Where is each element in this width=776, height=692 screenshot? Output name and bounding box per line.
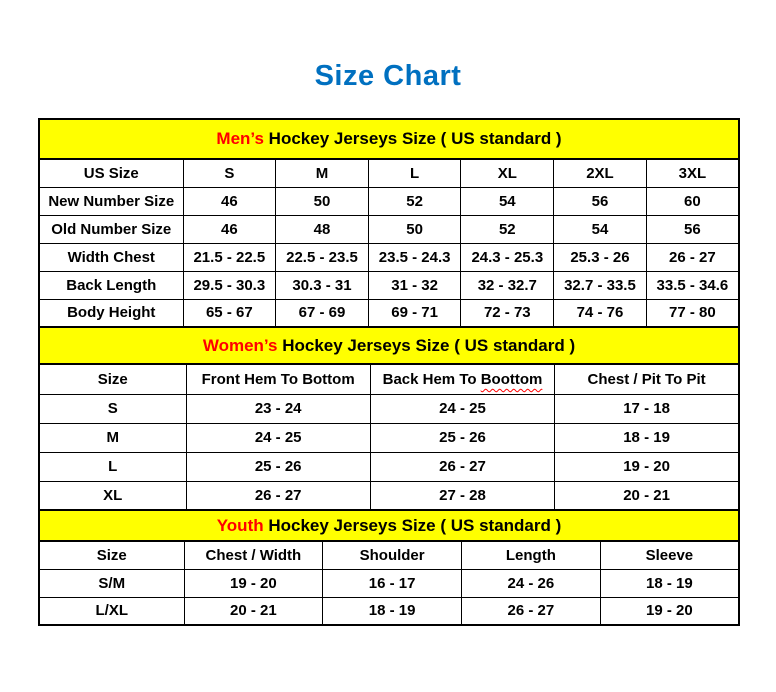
womens-section-header-row [39,327,739,364]
row-label: New Number Size [39,187,183,215]
size-value-cell: 23 - 24 [186,394,370,423]
table-row [39,394,739,423]
size-value-cell: 48 [276,215,369,243]
size-value-cell: 25 - 26 [370,423,554,452]
size-value-cell: 31 - 32 [368,271,461,299]
womens-section-header [39,327,739,364]
womens-header-highlight: Women’s [202,335,278,355]
row-label: L/XL [39,597,184,625]
size-value-cell: 18 - 19 [600,569,739,597]
mens-header-highlight: Men’s [216,129,264,148]
mens-size-table [38,118,740,328]
misspelled-word: Boottom [480,370,543,388]
row-label: S [39,394,186,423]
size-value-cell: 50 [276,187,369,215]
size-chart [38,118,740,626]
size-value-cell: 26 - 27 [462,597,601,625]
table-row [39,569,739,597]
size-value-cell: 46 [183,187,276,215]
row-label: S/M [39,569,184,597]
size-value-cell: 26 - 27 [646,243,739,271]
size-value-cell: 72 - 73 [461,299,554,327]
column-header: Chest / Pit To Pit [555,364,739,394]
youth-header-rest: Hockey Jerseys Size ( US standard ) [263,515,562,535]
column-header: XL [461,159,554,187]
size-value-cell: 18 - 19 [555,423,739,452]
size-value-cell: 25.3 - 26 [554,243,647,271]
size-value-cell: 54 [554,215,647,243]
column-header: Size [39,364,186,394]
size-value-cell: 18 - 19 [323,597,462,625]
column-header: 3XL [646,159,739,187]
size-value-cell: 25 - 26 [186,452,370,481]
size-value-cell: 22.5 - 23.5 [276,243,369,271]
column-header: S [183,159,276,187]
size-value-cell: 60 [646,187,739,215]
womens-header-rest: Hockey Jerseys Size ( US standard ) [277,335,576,355]
row-label: XL [39,481,186,510]
mens-header-rest: Hockey Jerseys Size ( US standard ) [263,129,562,148]
column-header: Shoulder [323,541,462,569]
mens-column-header-row [39,159,739,187]
size-value-cell: 65 - 67 [183,299,276,327]
table-row [39,597,739,625]
size-value-cell: 32.7 - 33.5 [554,271,647,299]
column-header-misspelled [370,364,554,394]
size-value-cell: 26 - 27 [186,481,370,510]
youth-section-header [39,510,739,541]
size-value-cell: 67 - 69 [276,299,369,327]
womens-size-table [38,326,740,511]
column-header: Size [39,541,184,569]
size-value-cell: 24 - 25 [186,423,370,452]
row-label: Body Height [39,299,183,327]
row-label: L [39,452,186,481]
womens-column-header-row [39,364,739,394]
youth-column-header-row [39,541,739,569]
size-value-cell: 69 - 71 [368,299,461,327]
size-value-cell: 24.3 - 25.3 [461,243,554,271]
table-row [39,452,739,481]
size-value-cell: 50 [368,215,461,243]
column-header: M [276,159,369,187]
size-value-cell: 32 - 32.7 [461,271,554,299]
size-value-cell: 16 - 17 [323,569,462,597]
column-header: US Size [39,159,183,187]
size-value-cell: 52 [368,187,461,215]
size-value-cell: 19 - 20 [184,569,323,597]
column-header: Sleeve [600,541,739,569]
row-label: Width Chest [39,243,183,271]
size-value-cell: 27 - 28 [370,481,554,510]
size-value-cell: 21.5 - 22.5 [183,243,276,271]
row-label: Old Number Size [39,215,183,243]
size-value-cell: 20 - 21 [184,597,323,625]
column-header: Length [462,541,601,569]
size-value-cell: 24 - 26 [462,569,601,597]
size-value-cell: 19 - 20 [555,452,739,481]
column-header: Front Hem To Bottom [186,364,370,394]
page [0,60,776,692]
column-header: L [368,159,461,187]
size-value-cell: 30.3 - 31 [276,271,369,299]
column-header: 2XL [554,159,647,187]
size-value-cell: 56 [554,187,647,215]
table-row [39,271,739,299]
size-value-cell: 17 - 18 [555,394,739,423]
size-value-cell: 77 - 80 [646,299,739,327]
table-row [39,215,739,243]
row-label: Back Length [39,271,183,299]
youth-section-header-row [39,510,739,541]
size-value-cell: 19 - 20 [600,597,739,625]
table-row [39,481,739,510]
size-value-cell: 23.5 - 24.3 [368,243,461,271]
row-label: M [39,423,186,452]
table-row [39,243,739,271]
size-value-cell: 74 - 76 [554,299,647,327]
size-value-cell: 46 [183,215,276,243]
mens-section-header [39,119,739,159]
mens-section-header-row [39,119,739,159]
table-row [39,423,739,452]
size-value-cell: 54 [461,187,554,215]
size-value-cell: 33.5 - 34.6 [646,271,739,299]
page-title: Size Chart [314,60,462,92]
column-header: Chest / Width [184,541,323,569]
table-row [39,187,739,215]
size-value-cell: 29.5 - 30.3 [183,271,276,299]
column-header-text: Back Hem To [382,370,481,388]
size-value-cell: 26 - 27 [370,452,554,481]
size-value-cell: 52 [461,215,554,243]
youth-header-highlight: Youth [216,515,264,535]
size-value-cell: 56 [646,215,739,243]
table-row [39,299,739,327]
size-value-cell: 20 - 21 [555,481,739,510]
youth-size-table [38,509,740,626]
size-value-cell: 24 - 25 [370,394,554,423]
